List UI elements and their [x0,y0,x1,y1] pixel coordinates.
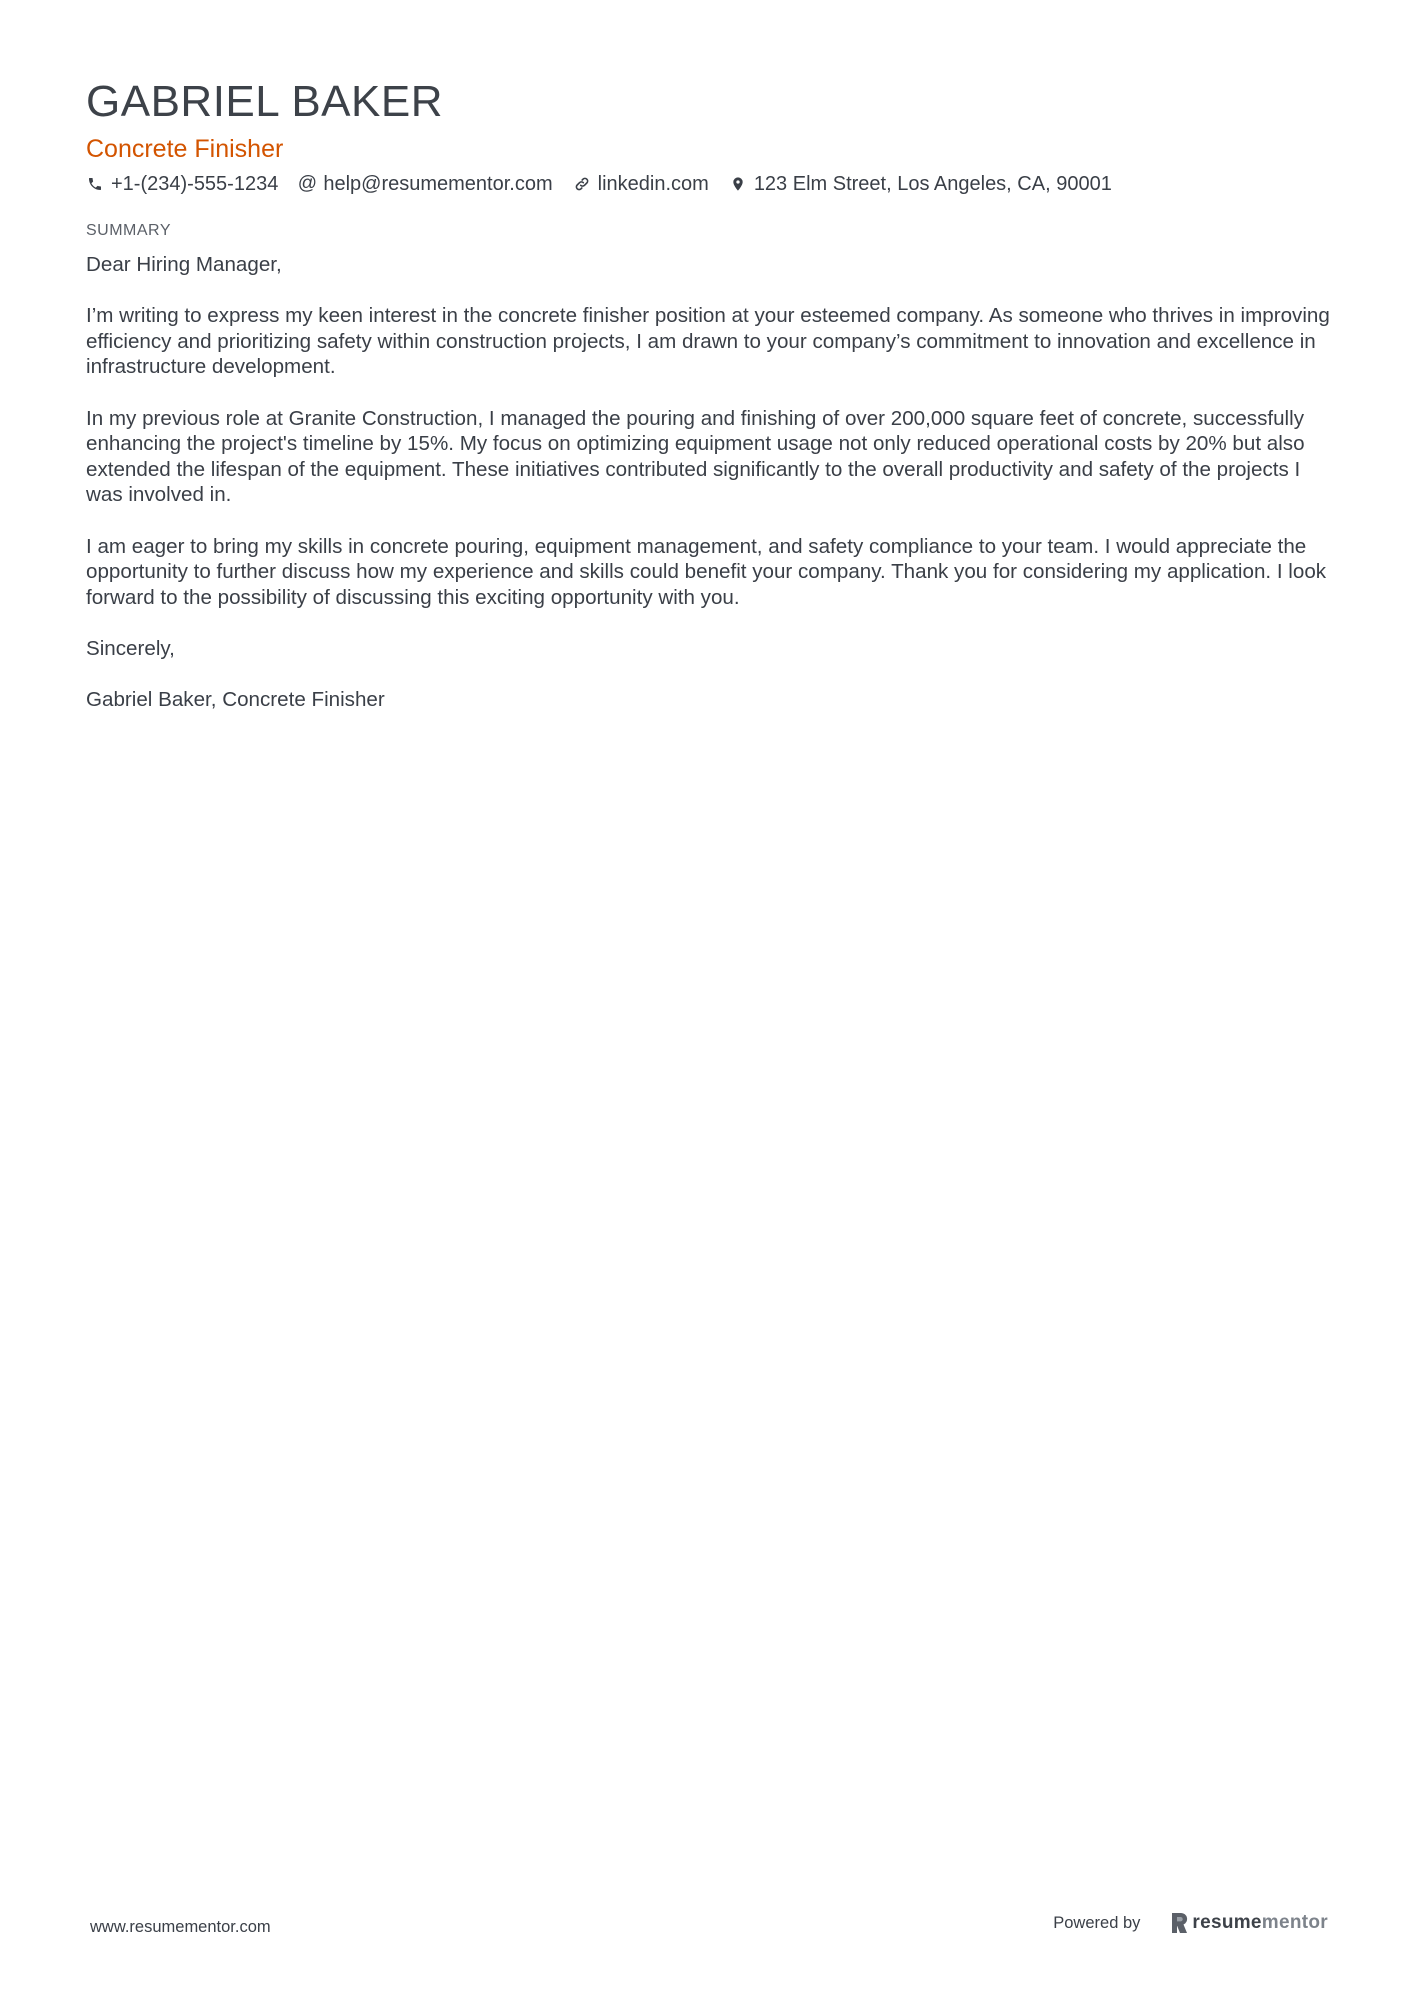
email-text: help@resumementor.com [323,173,553,195]
letter-body [86,252,1336,738]
contact-email [298,170,552,198]
paragraph-experience: In my previous role at Granite Construction, I managed the pouring and finishing of over 200,000 square feet of concrete, successfully enhancing the project's timeline by 15%. My focus on optimizing equipment usage not only reduced operational costs by 20% but also extended the lifespan of the equipment. These initiatives contributed significantly to the overall productivity and safety of the projects I was involved in. [86,406,1305,507]
contact-address [729,170,1112,198]
footer-website: www.resumementor.com [90,1918,271,1936]
resumementor-logo-icon [1170,1912,1188,1934]
paragraph-closing: I am eager to bring my skills in concrete pouring, equipment management, and safety compliance to your team. I would appreciate the opportunity to further discuss how my experience and skills could benefit your company. Thank you for considering my application. I look forward to the possibility of discussing this exciting opportunity with you. [86,534,1327,609]
closing: Sincerely, [86,636,175,660]
footer-branding [1053,1912,1328,1934]
section-heading-summary: SUMMARY [86,222,171,239]
brand-logo [1170,1912,1328,1934]
job-title: Concrete Finisher [86,135,284,163]
phone-icon [86,175,104,193]
phone-text: +1-(234)-555-1234 [111,173,279,195]
location-pin-icon [729,175,747,193]
at-icon: @ [297,173,317,194]
contact-bar [86,170,1326,198]
header [86,74,1326,198]
address-text: 123 Elm Street, Los Angeles, CA, 90001 [753,173,1112,195]
contact-website [573,170,709,198]
paragraph-intro: I’m writing to express my keen interest in the concrete finisher position at your esteemed company. As someone who thrives in improving efficiency and prioritizing safety within construction projects, I am drawn to your company’s commitment to innovation and excellence in infrastructure development. [86,304,1330,379]
candidate-name: GABRIEL BAKER [86,77,443,126]
contact-phone [86,170,278,198]
brand-name-mentor: mentor [1261,1912,1328,1933]
greeting: Dear Hiring Manager, [86,253,282,276]
signature: Gabriel Baker, Concrete Finisher [86,688,385,712]
website-text: linkedin.com [597,173,709,195]
brand-name [1192,1912,1328,1934]
powered-by-text: Powered by [1053,1913,1141,1932]
link-icon [573,175,591,193]
brand-name-resume: resume [1192,1912,1262,1933]
